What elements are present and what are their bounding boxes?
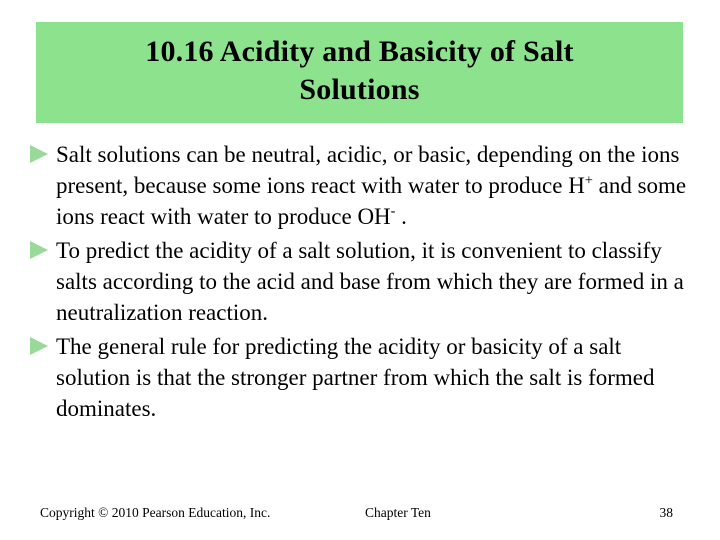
bullet-item xyxy=(30,235,702,328)
bullet-text: The general rule for predicting the acidity or basicity of a salt solution is that the stronger partner from which the salt is formed dominates. xyxy=(56,334,655,421)
slide-body xyxy=(30,139,702,427)
slide-title-line-2: Solutions xyxy=(299,73,420,106)
copyright-text: Copyright © 2010 Pearson Education, Inc. xyxy=(40,505,271,520)
chapter-label: Chapter Ten xyxy=(365,505,431,520)
title-banner xyxy=(36,22,683,123)
bullet-item xyxy=(30,331,702,424)
bullet-item xyxy=(30,139,702,232)
bullet-arrow-icon xyxy=(30,241,48,259)
bullet-arrow-icon xyxy=(30,337,48,355)
bullet-text: To predict the acidity of a salt solution, it is convenient to classify salts according to the acid and base from which they are formed in a neutralization reaction. xyxy=(56,238,684,325)
bullet-arrow-icon xyxy=(30,145,48,163)
bullet-text: Salt solutions can be neutral, acidic, or basic, depending on the ions present, because some ions react with water to produce H+ and some ions react with water to produce OH- . xyxy=(56,142,687,229)
page-number: 38 xyxy=(659,505,673,520)
slide-title-line-1: 10.16 Acidity and Basicity of Salt xyxy=(145,35,574,68)
bullet-list xyxy=(30,139,702,424)
